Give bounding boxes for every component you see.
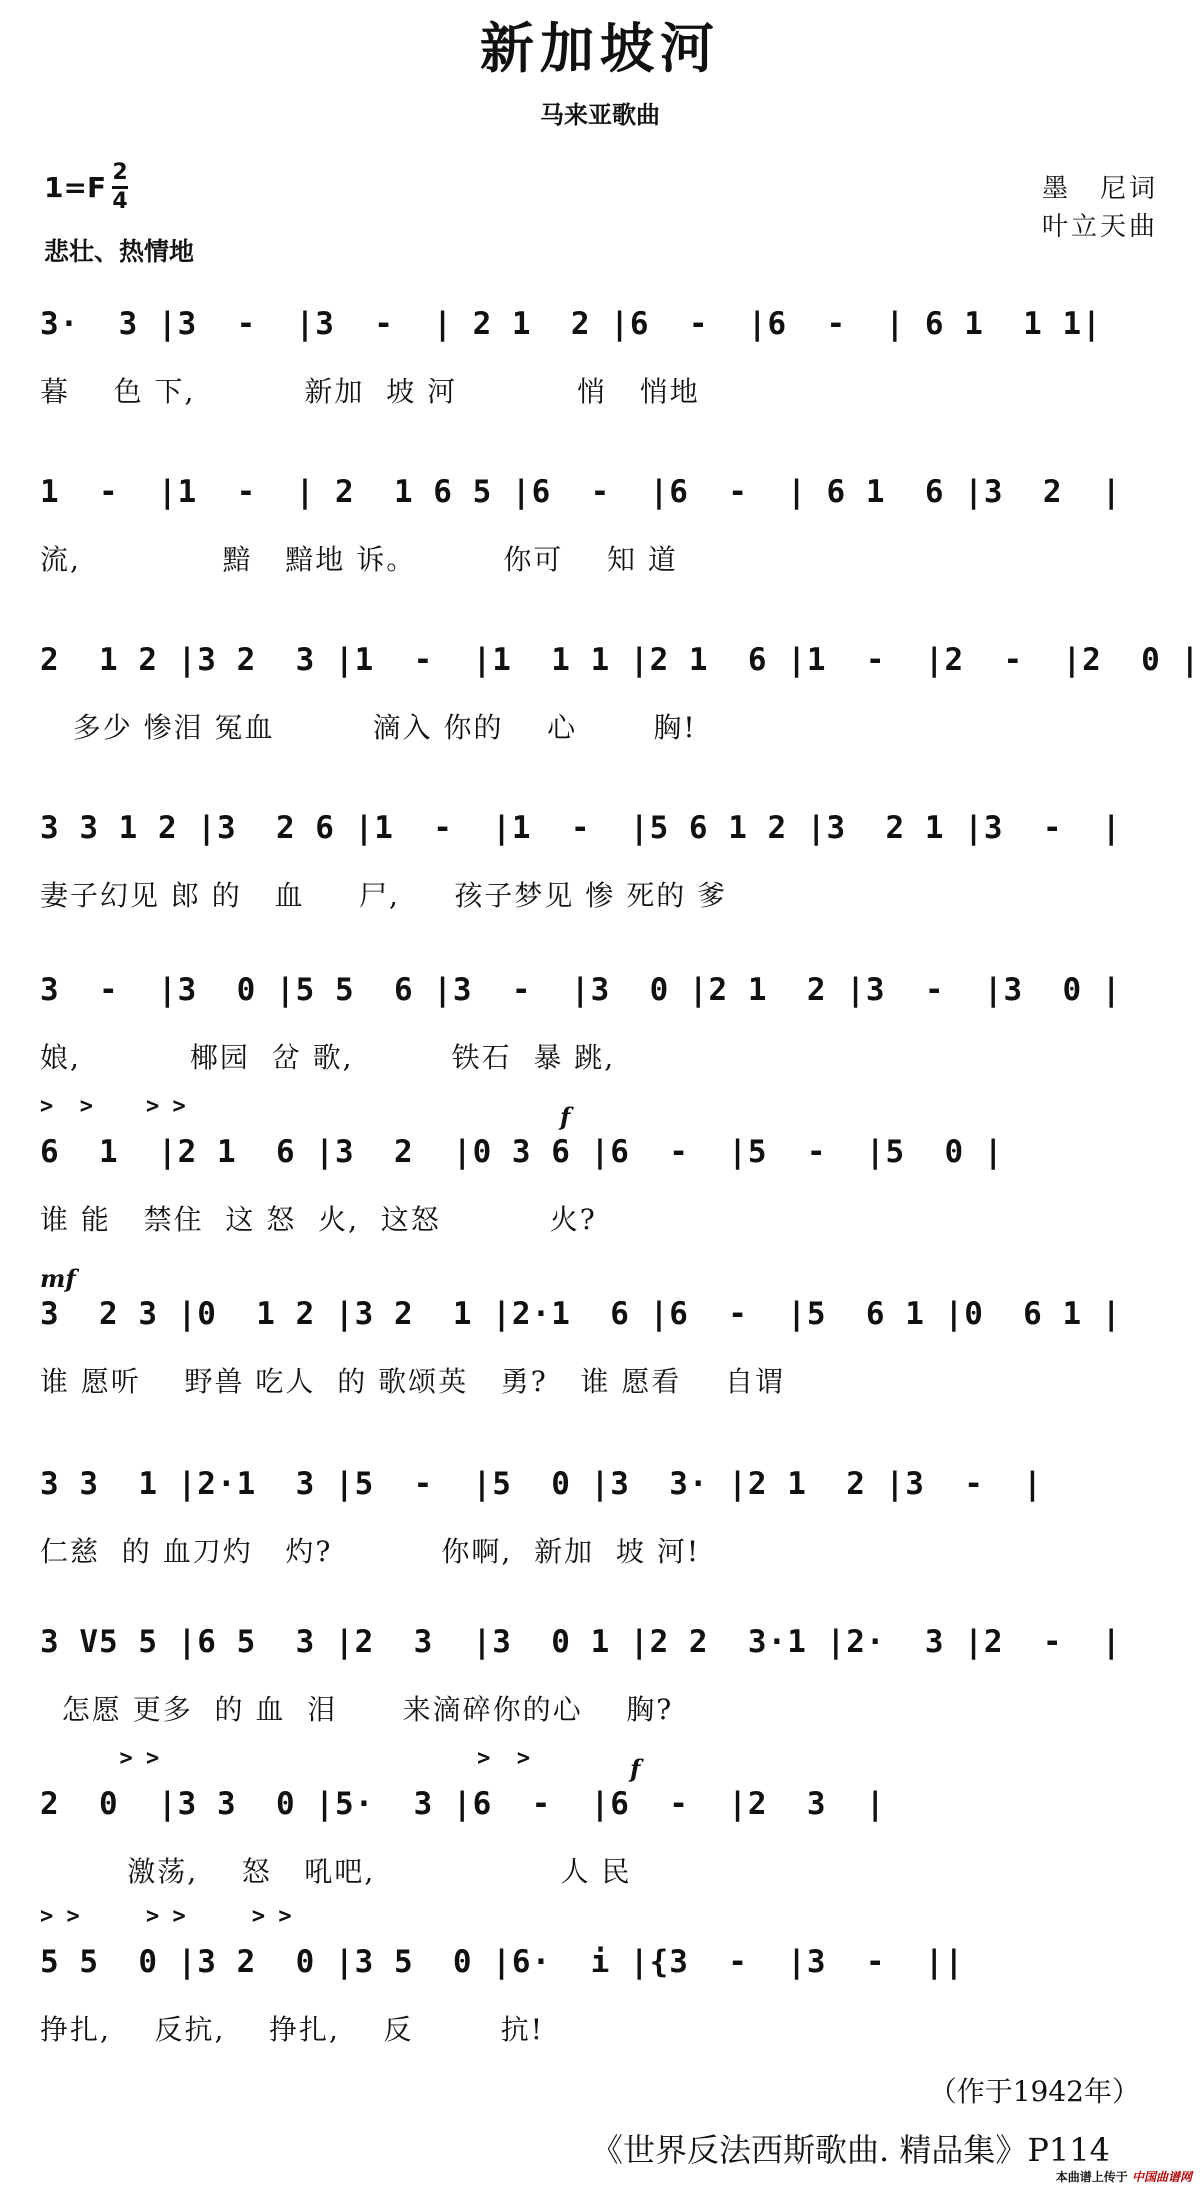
lyrics-line: 挣扎, 反抗, 挣扎, 反 抗!	[40, 2013, 544, 2046]
composer-credit: 叶立天曲	[1041, 212, 1158, 242]
lyrics-line: 流, 黯 黯地 诉。 你可 知 道	[40, 543, 678, 576]
notation-line: 2 1 2 |3 2 3 |1 - |1 1 1 |2 1 6 |1 - |2 - |2 0 |	[40, 642, 1200, 678]
dynamic-marking: mf	[40, 1264, 76, 1293]
score-system-11	[40, 1904, 1170, 2080]
lyrics-line: 激荡, 怒 吼吧, 人 民	[40, 1855, 632, 1888]
lyricist-credit: 墨 尼词	[1041, 174, 1158, 204]
lyrics-line: 怎愿 更多 的 血 泪 来滴碎你的心 胸?	[40, 1693, 674, 1726]
score-system-9	[40, 1610, 1170, 1760]
score-system-1	[40, 292, 1170, 442]
time-top: 2	[112, 160, 128, 185]
lyrics-line: 暮 色 下, 新加 坡 河 悄 悄地	[40, 375, 700, 408]
lyrics-line: 多少 惨泪 冤血 滴入 你的 心 胸!	[40, 711, 697, 744]
notation-line: 3 2 3 |0 1 2 |3 2 1 |2·1 6 |6 - |5 6 1 |0 6 1 |	[40, 1296, 1122, 1332]
dynamic-marking: f	[630, 1754, 641, 1783]
notation-line: 6 1 |2 1 6 |3 2 |0 3 6 |6 - |5 - |5 0 |	[40, 1134, 1004, 1170]
accent-marks: > > > > > >	[40, 1904, 292, 1929]
notation-line: 1 - |1 - | 2 1 6 5 |6 - |6 - | 6 1 6 |3 2 |	[40, 474, 1122, 510]
score-system-8	[40, 1452, 1170, 1602]
score-system-4	[40, 796, 1170, 946]
tempo-marking: 悲壮、热情地	[44, 237, 195, 266]
lyrics-line: 谁 愿听 野兽 吃人 的 歌颂英 勇? 谁 愿看 自谓	[40, 1365, 786, 1398]
accent-marks: > > > >	[40, 1094, 186, 1119]
notation-line: 3· 3 |3 - |3 - | 2 1 2 |6 - |6 - | 6 1 1 1|	[40, 306, 1102, 342]
score-system-5	[40, 958, 1170, 1108]
time-bottom: 4	[112, 189, 128, 214]
song-title: 新加坡河	[480, 16, 720, 80]
score-system-6	[40, 1094, 1170, 1270]
dynamic-marking: f	[560, 1102, 571, 1131]
notation-line: 3 3 1 |2·1 3 |5 - |5 0 |3 3· |2 1 2 |3 - |	[40, 1466, 1043, 1502]
lyrics-line: 仁慈 的 血刀灼 灼? 你啊, 新加 坡 河!	[40, 1535, 701, 1568]
composition-year-note: （作于1942年）	[928, 2075, 1140, 2108]
notation-line: 3 V5 5 |6 5 3 |2 3 |3 0 1 |2 2 3·1 |2· 3 |2 - |	[40, 1624, 1122, 1660]
lyrics-line: 娘, 椰园 岔 歌, 铁石 暴 跳,	[40, 1041, 616, 1074]
accent-marks: > > > >	[40, 1746, 531, 1771]
notation-line: 3 3 1 2 |3 2 6 |1 - |1 - |5 6 1 2 |3 2 1 |3 - |	[40, 810, 1122, 846]
site-logo-text[interactable]: 中国曲谱网	[1131, 2170, 1192, 2184]
upload-label: 本曲谱上传于	[1055, 2170, 1128, 2184]
lyrics-line: 妻子幻见 郎 的 血 尸, 孩子梦见 惨 死的 爹	[40, 879, 728, 912]
time-signature	[112, 162, 128, 213]
notation-line: 5 5 0 |3 2 0 |3 5 0 |6· i |{3 - |3 - ||	[40, 1944, 965, 1980]
notation-line: 3 - |3 0 |5 5 6 |3 - |3 0 |2 1 2 |3 - |3 0 |	[40, 972, 1122, 1008]
lyrics-line: 谁 能 禁住 这 怒 火, 这怒 火?	[40, 1203, 597, 1236]
key-signature	[44, 162, 128, 213]
score-system-3	[40, 628, 1200, 778]
song-subtitle: 马来亚歌曲	[540, 101, 660, 129]
source-citation: 《世界反法西斯歌曲. 精品集》P114	[591, 2131, 1110, 2169]
notation-line: 2 0 |3 3 0 |5· 3 |6 - |6 - |2 3 |	[40, 1786, 886, 1822]
score-system-2	[40, 460, 1170, 610]
score-system-10	[40, 1746, 1170, 1922]
upload-footer	[1056, 2168, 1192, 2185]
score-system-7	[40, 1264, 1170, 1432]
key-label: 1=F	[44, 171, 107, 204]
